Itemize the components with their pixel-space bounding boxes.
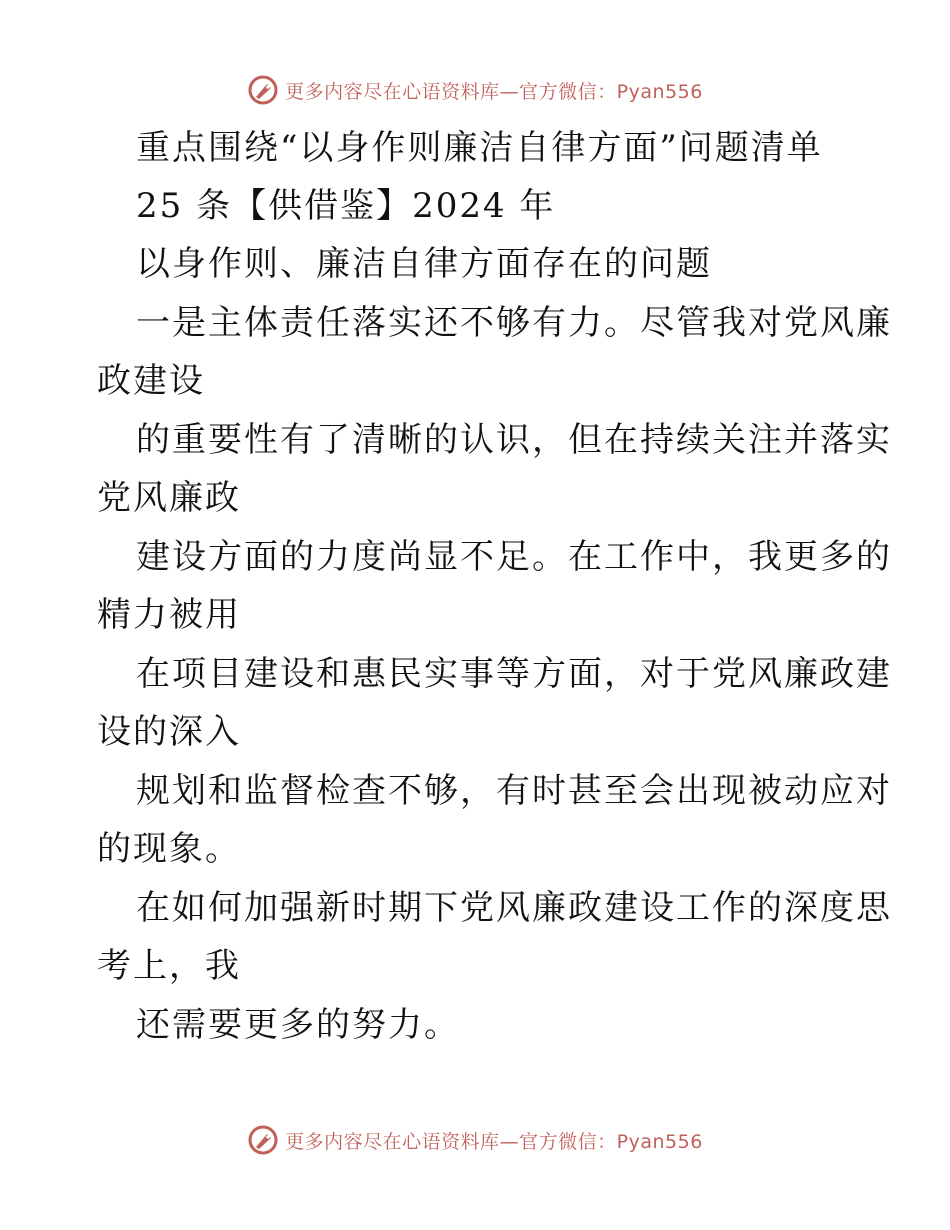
paragraph-line: 建设方面的力度尚显不足。在工作中，我更多的 <box>136 537 892 577</box>
footer-banner <box>0 1120 950 1160</box>
document-title-line-2: 25 条【供借鉴】2024 年 <box>136 186 556 226</box>
paragraph-line: 精力被用 <box>97 595 241 635</box>
paragraph-line: 一是主体责任落实还不够有力。尽管我对党风廉 <box>136 303 892 343</box>
paragraph-line: 党风廉政 <box>97 478 241 518</box>
paragraph-line: 在如何加强新时期下党风廉政建设工作的深度思 <box>136 888 892 928</box>
pen-nib-logo-icon <box>247 74 279 106</box>
pen-nib-logo-icon <box>247 1124 279 1156</box>
paragraph-line: 规划和监督检查不够，有时甚至会出现被动应对 <box>136 771 892 811</box>
section-heading: 以身作则、廉洁自律方面存在的问题 <box>136 244 712 284</box>
paragraph-line: 的现象。 <box>97 829 241 869</box>
paragraph-line: 考上，我 <box>97 946 241 986</box>
header-banner <box>0 70 950 110</box>
footer-banner-text: 更多内容尽在心语资料库—官方微信：Pyan556 <box>285 1130 703 1153</box>
paragraph-line: 的重要性有了清晰的认识，但在持续关注并落实 <box>136 420 892 460</box>
paragraph-line: 设的深入 <box>97 712 241 752</box>
paragraph-line: 政建设 <box>97 361 205 401</box>
document-title-line-1: 重点围绕“以身作则廉洁自律方面”问题清单 <box>136 128 823 168</box>
paragraph-line: 在项目建设和惠民实事等方面，对于党风廉政建 <box>136 654 892 694</box>
paragraph-line: 还需要更多的努力。 <box>136 1005 460 1045</box>
header-banner-text: 更多内容尽在心语资料库—官方微信：Pyan556 <box>285 80 703 103</box>
